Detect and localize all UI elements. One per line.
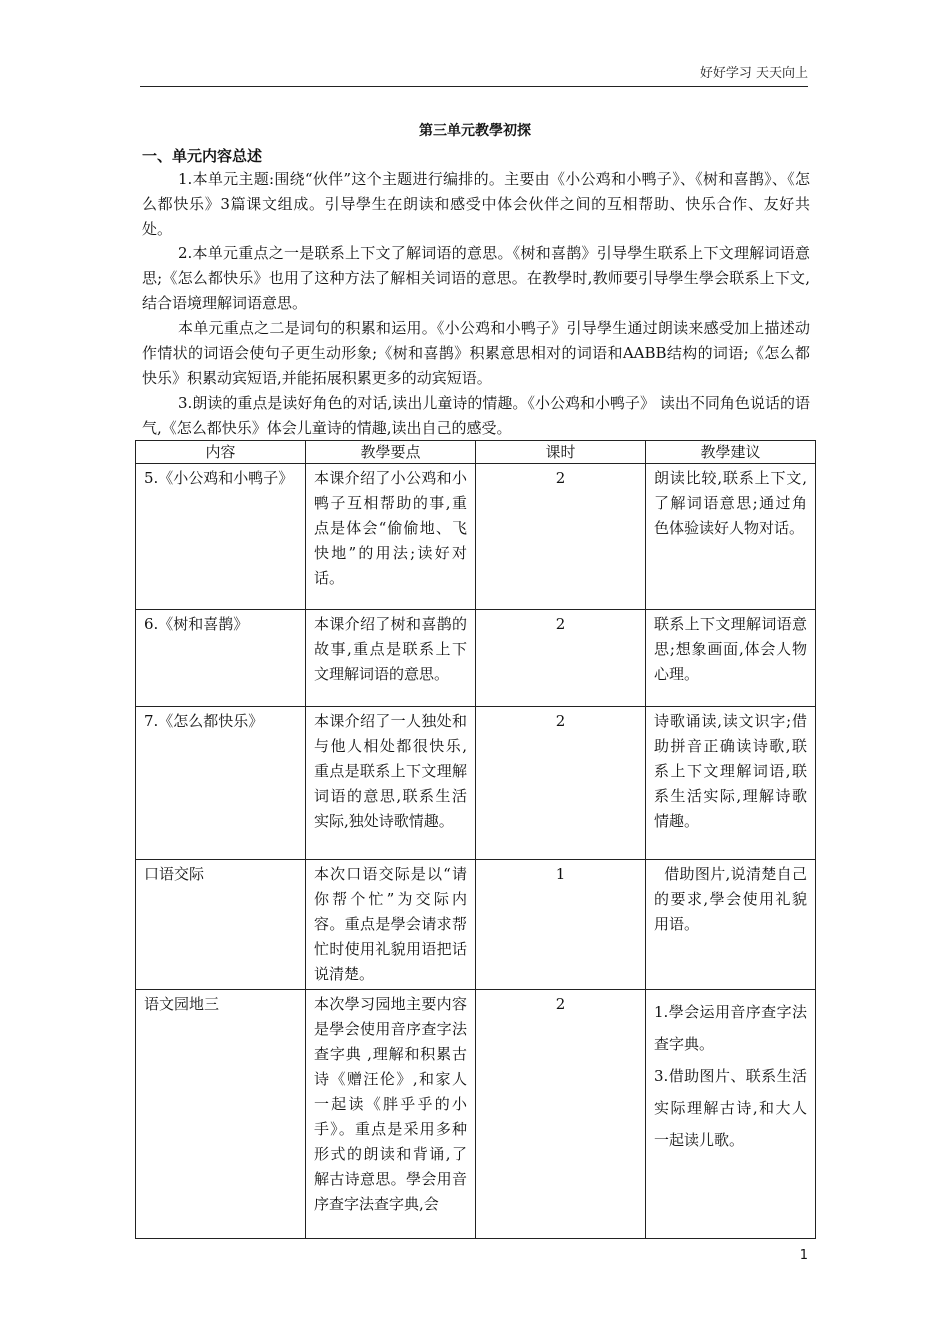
table-row <box>136 707 816 860</box>
teaching-plan-table <box>135 440 816 1239</box>
suggestion-item: 1.學会运用音序查字法查字典。 <box>654 1003 807 1053</box>
paragraph-reading-focus: 3.朗读的重点是读好角色的对话,读出儿童诗的情趣。《小公鸡和小鸭子》 读出不同角色说话的语气,《怎么都快乐》体会儿童诗的情趣,读出自己的感受。 <box>142 394 810 437</box>
paragraph-unit-theme: 1.本单元主题:围绕“伙伴”这个主题进行编排的。主要由《小公鸡和小鸭子》、《树和喜鹊》、《怎么都快乐》3篇课文组成。引导學生在朗读和感受中体会伙伴之间的互相帮助、快乐合作、友好共处。 <box>142 170 810 238</box>
cell-points: 本课介绍了小公鸡和小鸭子互相帮助的事,重点是体会“偷偷地、飞快地”的用法;读好对话。 <box>306 464 476 610</box>
cell-content: 语文园地三 <box>136 990 306 1239</box>
table-row <box>136 610 816 707</box>
table-row <box>136 860 816 990</box>
page-header: 好好学习 天天向上 <box>140 62 808 87</box>
page-title: 第三单元教學初探 <box>419 123 531 139</box>
cell-content: 口语交际 <box>136 860 306 990</box>
section-heading: 一、单元内容总述 <box>142 147 263 165</box>
cell-suggestion: 诗歌诵读,读文识字;借助拼音正确读诗歌,联系上下文理解词语,联系生活实际,理解诗歌情趣。 <box>646 707 816 860</box>
cell-suggestion: 借助图片,说清楚自己的要求,學会使用礼貌用语。 <box>646 860 816 990</box>
cell-points: 本课介绍了一人独处和与他人相处都很快乐,重点是联系上下文理解词语的意思,联系生活实际,独处诗歌情趣。 <box>306 707 476 860</box>
header-hours: 课时 <box>476 441 646 464</box>
table-header-row <box>136 441 816 464</box>
table-row <box>136 464 816 610</box>
cell-hours: 1 <box>476 860 646 990</box>
cell-suggestion: 联系上下文理解词语意思;想象画面,体会人物心理。 <box>646 610 816 707</box>
cell-content: 6.《树和喜鹊》 <box>136 610 306 707</box>
cell-content: 5.《小公鸡和小鸭子》 <box>136 464 306 610</box>
cell-points: 本课介绍了树和喜鹊的故事,重点是联系上下文理解词语的意思。 <box>306 610 476 707</box>
cell-hours: 2 <box>476 610 646 707</box>
cell-points: 本次學习园地主要内容是學会使用音序查字法查字典 ,理解和积累古诗《赠汪伦》,和家人一起读《胖乎乎的小手》。重点是采用多种形式的朗读和背诵,了解古诗意思。學会用音序查字法查字典,会 <box>306 990 476 1239</box>
cell-content: 7.《怎么都快乐》 <box>136 707 306 860</box>
cell-hours: 2 <box>476 990 646 1239</box>
cell-hours: 2 <box>476 707 646 860</box>
cell-suggestion <box>646 990 816 1239</box>
suggestion-item: 3.借助图片、联系生活实际理解古诗,和大人一起读儿歌。 <box>654 1067 807 1149</box>
cell-hours: 2 <box>476 464 646 610</box>
paragraph-focus-one: 2.本单元重点之一是联系上下文了解词语的意思。《树和喜鹊》引导學生联系上下文理解词语意思;《怎么都快乐》也用了这种方法了解相关词语的意思。在教學时,教师要引导學生學会联系上下文,结合语境理解词语意思。 <box>142 244 810 312</box>
header-points: 教學要点 <box>306 441 476 464</box>
header-content: 内容 <box>136 441 306 464</box>
page-number: 1 <box>799 1248 808 1263</box>
table-row <box>136 990 816 1239</box>
paragraph-focus-two: 本单元重点之二是词句的积累和运用。《小公鸡和小鸭子》引导學生通过朗读来感受加上描述动作情状的词语会使句子更生动形象;《树和喜鹊》积累意思相对的词语和AABB结构的词语;《怎么都快乐》积累动宾短语,并能拓展积累更多的动宾短语。 <box>142 319 810 387</box>
header-suggestion: 教學建议 <box>646 441 816 464</box>
cell-suggestion: 朗读比较,联系上下文,了解词语意思;通过角色体验读好人物对话。 <box>646 464 816 610</box>
cell-points: 本次口语交际是以“请你帮个忙”为交际内容。重点是學会请求帮忙时使用礼貌用语把话说清楚。 <box>306 860 476 990</box>
